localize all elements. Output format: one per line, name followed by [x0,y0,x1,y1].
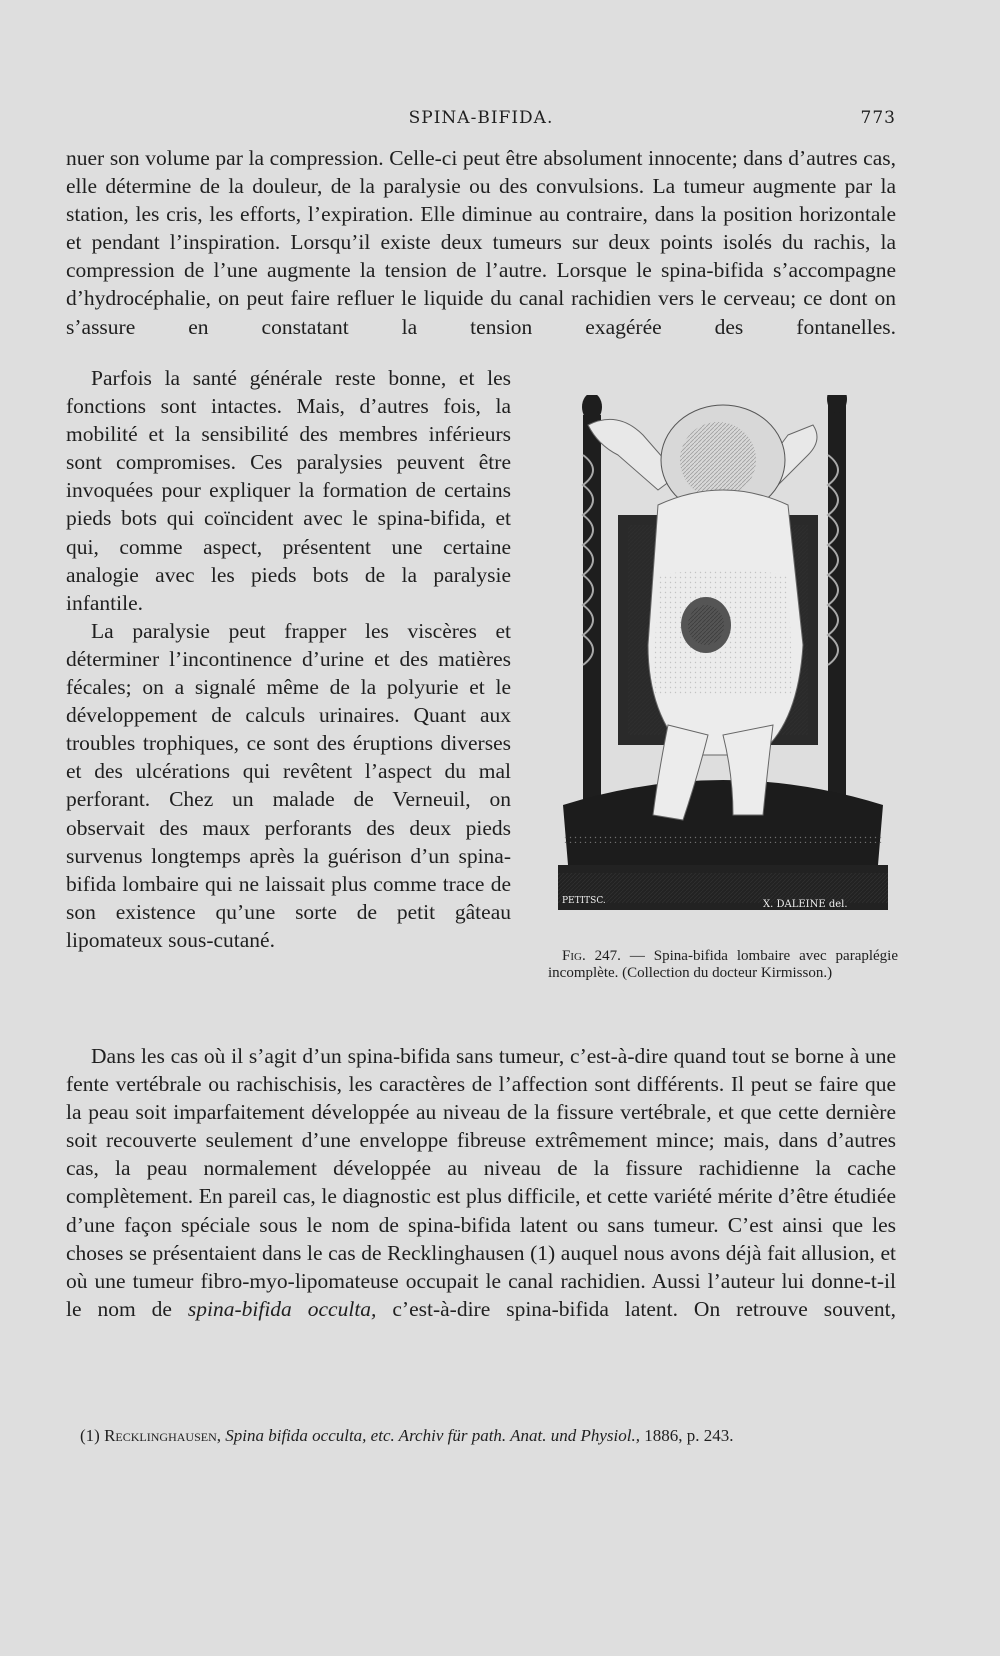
chair-right-post [827,395,847,835]
footnote-marker: (1) [80,1426,100,1445]
paragraph-visceral-paralysis: La paralysie peut frapper les viscères et déterminer l’incontinence d’urine et des matières fécales; on a signalé même de la polyurie et le développement de calculs urinaires. Quant aux troubles trophiques, ce sont des éruptions diverses et des ulcérations qui revêtent l’aspect du mal perforant. Chez un malade de Verneuil, on observait des maux perforants des deux pieds survenus longtemps après la guérison d’un spina-bifida lombaire qui ne laissait plus comme trace de son existence qu’une sorte de petit gâteau lipomateux sous-cutané. [66,618,511,952]
paragraph-part-1: Dans les cas où il s’agit d’un spina-bifida sans tumeur, c’est-à-dire quand tout se borne à une fente vertébrale ou rachischisis, les caractères de l’affection sont différents. Il peut se faire que la peau soit imparfaitement développée au niveau de la fissure vertébrale, et que cette dernière soit recouverte seulement d’une enveloppe fibreuse extrêmement mince; mais, dans d’autres cas, la peau normalement développée au niveau de la fissure rachidienne la cache complètement. En pareil cas, le diagnostic est plus difficile, et cette variété mérite d’être étudiée d’une façon spéciale sous le nom de spina-bifida latent ou sans tumeur. C’est ainsi que les choses se présentaient dans le cas de Recklinghausen [66,1044,896,1265]
running-title: SPINA-BIFIDA. [408,108,554,128]
chair-cushion [563,780,883,865]
chair-left-post [582,395,602,835]
engraver-right-signature: X. DALEINE del. [763,899,848,910]
page-number: 773 [860,108,896,128]
paragraph-general-health: Parfois la santé générale reste bonne, et les fonctions sont intactes. Mais, d’autres fois, la mobilité et la sensibilité des membres inférieurs sont compromises. Ces paralysies peuvent être invoquées pour expliquer la formation de certains pieds bots qui coïncident avec le spina-bifida, et qui, comme aspect, présentent une certaine analogie avec les pieds bots de la paralysie infantile. [66,366,511,615]
footnote-title: Spina bifida occulta, etc. Archiv für path. Anat. und Physiol., [225,1426,640,1445]
top-text-block [66,144,896,341]
figure-caption [548,948,898,982]
paragraph-spina-bifida-occulta [66,1042,896,1323]
bottom-text-block [66,1042,896,1323]
caption-text: 247. — Spina-bifida lombaire avec paraplégie incomplète. (Collection du docteur Kirmisson.) [548,948,899,981]
paragraph-part-2: auquel nous avons déjà fait allusion, et où une tumeur fibro-myo-lipomateuse occupait le canal rachidien. Aussi l’auteur lui donne-t-il le nom de [66,1240,897,1321]
footnote-author: Recklinghausen, [104,1426,221,1445]
term-spina-bifida-occulta: spina-bifida occulta, [187,1296,377,1321]
caption-label: Fig. [562,948,586,964]
footnote-rest: 1886, p. 243. [644,1426,734,1445]
engraving-child-on-chair [558,395,888,920]
engraver-left-signature: PETITSC. [562,896,606,906]
paragraph-part-3: c’est-à-dire spina-bifida latent. On retrouve souvent, [392,1296,896,1321]
figure-247-illustration [558,395,888,920]
paragraph-compression: nuer son volume par la compression. Celle-ci peut être absolument innocente; dans d’autres cas, elle détermine de la douleur, de la paralysie ou des convulsions. La tumeur augmente par la station, les cris, les efforts, l’expiration. Elle diminue au contraire, dans la position horizontale et pendant l’inspiration. Lorsqu’il existe deux tumeurs sur deux points isolés du rachis, la compression de l’une augmente la tension de l’autre. Lorsque le spina-bifida s’accompagne d’hydrocéphalie, on peut faire refluer le liquide du canal rachidien vers le cerveau; ce dont on s’assure en constatant la tension exagérée des fontanelles. [66,146,896,339]
left-column-text [66,364,511,954]
running-header [66,108,896,134]
footnote-reference[interactable]: (1) [530,1240,556,1265]
footnote [66,1425,896,1446]
